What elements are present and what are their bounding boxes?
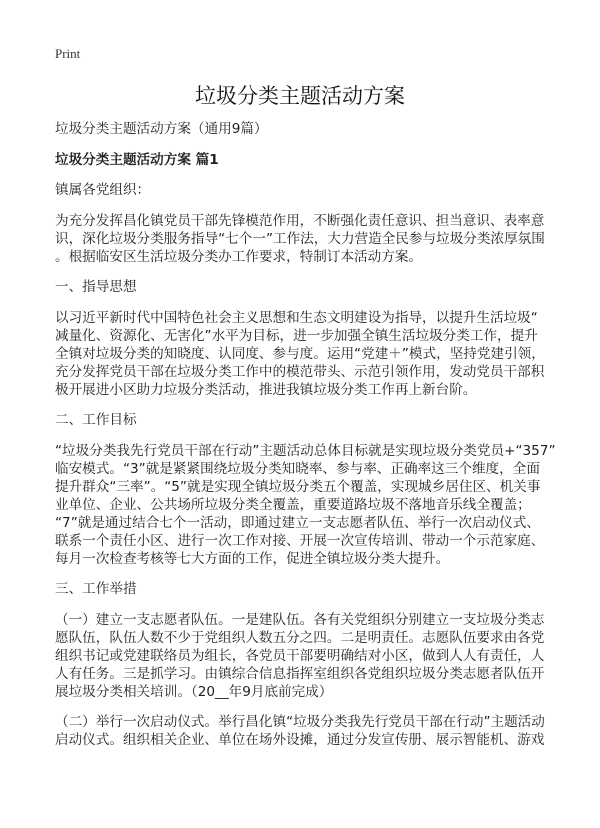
heading-work-goals: 二、工作目标 [55,412,137,428]
work-goals-paragraph [55,442,555,568]
text-line: 愿队伍，队伍人数不少于党组织人数五分之四。二是明责任。志愿队伍要求由各党 [55,629,545,646]
text-line: 极开展进小区助力垃圾分类活动，推进我镇垃圾分类工作再上新台阶。 [55,381,477,398]
text-line: “垃圾分类我先行党员干部在行动”主题活动总体目标就是实现垃圾分类党员+“357” [55,442,556,459]
document-title: 垃圾分类主题活动方案 [195,84,405,108]
text-line: 提升群众“三率”。“5”就是实现全镇垃圾分类五个覆盖，实现城乡居住区、机关事 [55,478,541,495]
text-line: 展垃圾分类相关培训。（20__年9月底前完成） [55,683,333,700]
section-title: 垃圾分类主题活动方案 篇1 [55,151,219,168]
text-line: 为充分发挥昌化镇党员干部先锋模范作用，不断强化责任意识、担当意识、表率意 [55,212,545,229]
text-line: 联系一个责任小区、进行一次工作对接、开展一次宣传培训、带动一个示范家庭、 [55,532,545,549]
text-line: 临安模式。“3”就是紧紧围绕垃圾分类知晓率、参与率、正确率这三个维度，全面 [55,460,540,477]
guiding-thought-paragraph [55,309,555,399]
heading-guiding-thought: 一、指导思想 [55,279,137,295]
salutation: 镇属各党组织： [55,182,151,198]
document-body [55,120,555,762]
text-line: 组织书记或党建联络员为组长，各党员干部要明确结对小区，做到人人有责任，人 [55,647,545,664]
text-line: 。根据临安区生活垃圾分类办工作要求，特制订本活动方案。 [55,248,423,265]
text-line: 以习近平新时代中国特色社会主义思想和生态文明建设为指导，以提升生活垃圾“ [55,309,538,326]
intro-paragraph [55,212,555,266]
text-line: （一）建立一支志愿者队伍。一是建队伍。各有关党组织分别建立一支垃圾分类志 [55,611,545,628]
text-line: 充分发挥党员干部在垃圾分类工作中的模范带头、示范引领作用，发动党员干部积 [55,363,545,380]
measure-1-paragraph [55,611,555,701]
measure-2-paragraph [55,713,555,749]
text-line: （二）举行一次启动仪式。举行昌化镇“垃圾分类我先行党员干部在行动”主题活动 [55,714,545,730]
heading-work-measures: 三、工作举措 [55,581,137,597]
subtitle: 垃圾分类主题活动方案（通用9篇） [55,121,268,137]
text-line: 全镇对垃圾分类的知晓度、认同度、参与度。运用“党建＋”模式，坚持党建引领， [55,345,545,362]
print-link[interactable]: Print [55,46,81,61]
text-line: 减量化、资源化、无害化”水平为目标，进一步加强全镇生活垃圾分类工作，提升 [55,327,538,344]
text-line: 每月一次检查考核等七大方面的工作，促进全镇垃圾分类大提升。 [55,550,450,567]
text-line: 识，深化垃圾分类服务指导“七个一”工作法，大力营造全民参与垃圾分类浓厚氛围 [55,230,545,247]
text-line: 业单位、企业、公共场所垃圾分类全覆盖，重要道路垃圾不落地音乐线全覆盖； [55,496,531,513]
text-line: 启动仪式。组织相关企业、单位在场外设摊，通过分发宣传册、展示智能机、游戏 [55,732,545,748]
text-line: 人有任务。三是抓学习。由镇综合信息指挥室组织各党组织垃圾分类志愿者队伍开 [55,665,545,682]
text-line: “7”就是通过结合七个一活动，即通过建立一支志愿者队伍、举行一次启动仪式、 [55,514,540,531]
